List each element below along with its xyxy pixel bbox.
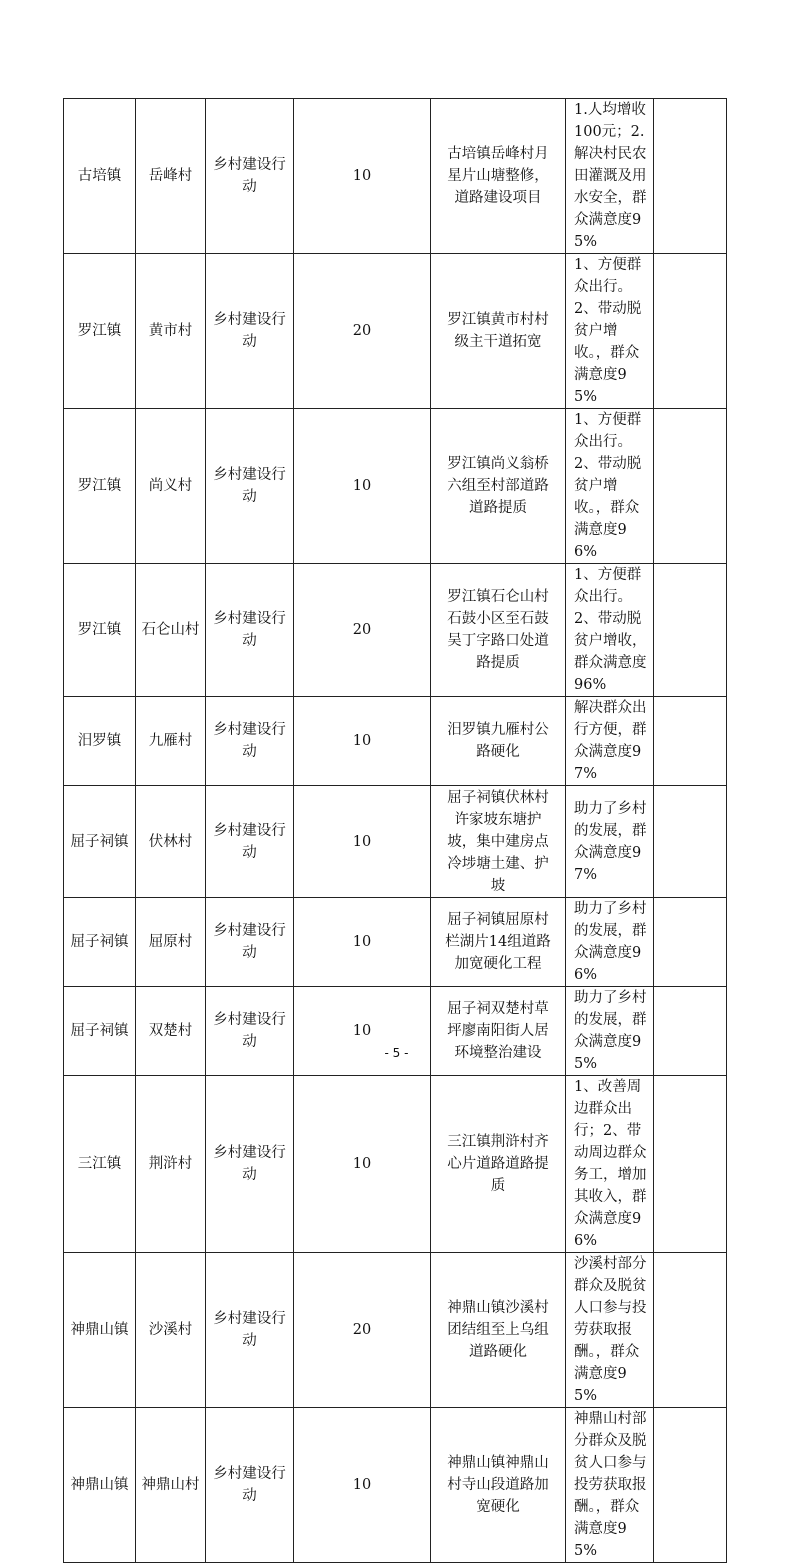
amount-cell: 20 <box>294 564 431 697</box>
benefit-cell: 1、方便群众出行。2、带动脱贫户增收。，群众满意度96% <box>566 409 654 564</box>
town-cell: 三江镇 <box>64 1076 136 1253</box>
project-cell: 屈子祠镇屈原村栏湖片14组道路加宽硬化工程 <box>431 898 566 987</box>
benefit-cell: 神鼎山村部分群众及脱贫人口参与投劳获取报酬。，群众满意度95% <box>566 1408 654 1563</box>
project-cell: 罗江镇尚义翁桥六组至村部道路道路提质 <box>431 409 566 564</box>
town-cell: 罗江镇 <box>64 564 136 697</box>
table-row <box>64 99 727 254</box>
town-cell: 屈子祠镇 <box>64 898 136 987</box>
category-cell: 乡村建设行动 <box>206 786 294 898</box>
town-cell: 古培镇 <box>64 99 136 254</box>
village-cell: 屈原村 <box>136 898 206 987</box>
amount-cell: 10 <box>294 786 431 898</box>
table-row <box>64 1076 727 1253</box>
project-cell: 汨罗镇九雁村公路硬化 <box>431 697 566 786</box>
category-cell: 乡村建设行动 <box>206 564 294 697</box>
village-cell: 尚义村 <box>136 409 206 564</box>
table-row <box>64 409 727 564</box>
note-cell <box>654 1076 727 1253</box>
benefit-cell: 助力了乡村的发展，群众满意度95% <box>566 987 654 1076</box>
note-cell <box>654 697 727 786</box>
benefit-cell: 助力了乡村的发展，群众满意度96% <box>566 898 654 987</box>
category-cell: 乡村建设行动 <box>206 1076 294 1253</box>
category-cell: 乡村建设行动 <box>206 1408 294 1563</box>
town-cell: 罗江镇 <box>64 254 136 409</box>
town-cell: 神鼎山镇 <box>64 1253 136 1408</box>
town-cell: 屈子祠镇 <box>64 987 136 1076</box>
category-cell: 乡村建设行动 <box>206 99 294 254</box>
town-cell: 屈子祠镇 <box>64 786 136 898</box>
town-cell: 罗江镇 <box>64 409 136 564</box>
project-cell: 神鼎山镇神鼎山村寺山段道路加宽硬化 <box>431 1408 566 1563</box>
project-cell: 罗江镇石仑山村石鼓小区至石鼓吴丁字路口处道路提质 <box>431 564 566 697</box>
village-cell: 神鼎山村 <box>136 1408 206 1563</box>
table-row <box>64 697 727 786</box>
project-cell: 罗江镇黄市村村级主干道拓宽 <box>431 254 566 409</box>
table-row <box>64 786 727 898</box>
project-cell: 屈子祠镇伏林村许家坡东塘护坡，集中建房点冷埗塘土建、护坡 <box>431 786 566 898</box>
amount-cell: 10 <box>294 987 431 1076</box>
amount-cell: 10 <box>294 1076 431 1253</box>
village-cell: 荆浒村 <box>136 1076 206 1253</box>
note-cell <box>654 987 727 1076</box>
benefit-cell: 助力了乡村的发展，群众满意度97% <box>566 786 654 898</box>
amount-cell: 10 <box>294 409 431 564</box>
amount-cell: 10 <box>294 697 431 786</box>
category-cell: 乡村建设行动 <box>206 898 294 987</box>
note-cell <box>654 1253 727 1408</box>
category-cell: 乡村建设行动 <box>206 697 294 786</box>
table-row <box>64 1253 727 1408</box>
table-row <box>64 1408 727 1563</box>
village-cell: 沙溪村 <box>136 1253 206 1408</box>
note-cell <box>654 564 727 697</box>
page-number: - 5 - <box>384 1046 409 1060</box>
village-cell: 伏林村 <box>136 786 206 898</box>
table-row <box>64 987 727 1076</box>
village-cell: 岳峰村 <box>136 99 206 254</box>
village-cell: 石仑山村 <box>136 564 206 697</box>
amount-cell: 20 <box>294 254 431 409</box>
village-cell: 双楚村 <box>136 987 206 1076</box>
benefit-cell: 1、方便群众出行。2、带动脱贫户增收，群众满意度96% <box>566 564 654 697</box>
table-row <box>64 564 727 697</box>
note-cell <box>654 254 727 409</box>
project-table <box>63 98 727 1563</box>
benefit-cell: 1、方便群众出行。2、带动脱贫户增收。，群众满意度95% <box>566 254 654 409</box>
amount-cell: 20 <box>294 1253 431 1408</box>
note-cell <box>654 786 727 898</box>
town-cell: 神鼎山镇 <box>64 1408 136 1563</box>
category-cell: 乡村建设行动 <box>206 1253 294 1408</box>
table-row <box>64 898 727 987</box>
project-cell: 神鼎山镇沙溪村团结组至上乌组道路硬化 <box>431 1253 566 1408</box>
village-cell: 九雁村 <box>136 697 206 786</box>
amount-cell: 10 <box>294 99 431 254</box>
benefit-cell: 1.人均增收100元；2.解决村民农田灌溉及用水安全，群众满意度95% <box>566 99 654 254</box>
project-cell: 三江镇荆浒村齐心片道路道路提质 <box>431 1076 566 1253</box>
category-cell: 乡村建设行动 <box>206 254 294 409</box>
note-cell <box>654 99 727 254</box>
category-cell: 乡村建设行动 <box>206 987 294 1076</box>
amount-cell: 10 <box>294 898 431 987</box>
category-cell: 乡村建设行动 <box>206 409 294 564</box>
note-cell <box>654 409 727 564</box>
note-cell <box>654 898 727 987</box>
benefit-cell: 沙溪村部分群众及脱贫人口参与投劳获取报酬。，群众满意度95% <box>566 1253 654 1408</box>
benefit-cell: 1、改善周边群众出行；2、带动周边群众务工，增加其收入，群众满意度96% <box>566 1076 654 1253</box>
table-row <box>64 254 727 409</box>
benefit-cell: 解决群众出行方便，群众满意度97% <box>566 697 654 786</box>
village-cell: 黄市村 <box>136 254 206 409</box>
project-cell: 屈子祠双楚村草坪廖南阳街人居环境整治建设 <box>431 987 566 1076</box>
project-cell: 古培镇岳峰村月星片山塘整修，道路建设项目 <box>431 99 566 254</box>
note-cell <box>654 1408 727 1563</box>
town-cell: 汨罗镇 <box>64 697 136 786</box>
amount-cell: 10 <box>294 1408 431 1563</box>
